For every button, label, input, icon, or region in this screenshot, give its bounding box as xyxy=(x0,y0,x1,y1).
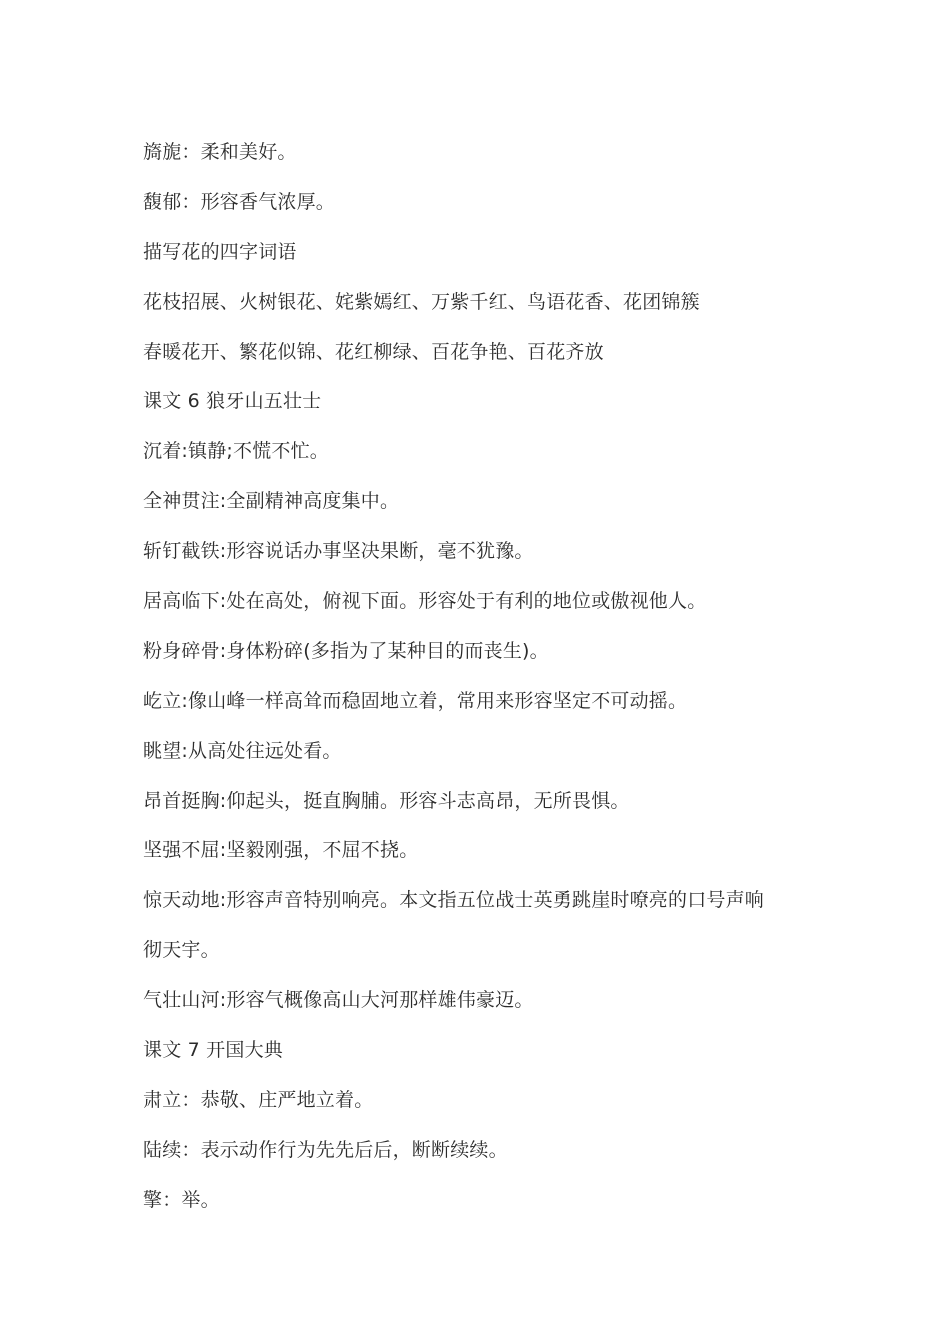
text-line: 气壮山河:形容气概像高山大河那样雄伟豪迈。 xyxy=(143,989,534,1012)
lesson-heading: 课文 6 狼牙山五壮士 xyxy=(143,390,322,413)
text-line: 彻天宇。 xyxy=(143,939,220,962)
text-line: 昂首挺胸:仰起头，挺直胸脯。形容斗志高昂，无所畏惧。 xyxy=(143,789,630,812)
text-line: 擎：举。 xyxy=(143,1188,220,1211)
text-body xyxy=(143,132,823,1230)
text-line: 全神贯注:全副精神高度集中。 xyxy=(143,490,400,513)
lesson-heading: 课文 7 开国大典 xyxy=(143,1039,283,1062)
text-line: 旖旎：柔和美好。 xyxy=(143,141,297,163)
text-line: 居高临下:处在高处，俯视下面。形容处于有利的地位或傲视他人。 xyxy=(143,590,707,613)
text-line: 馥郁：形容香气浓厚。 xyxy=(143,190,336,213)
text-line: 陆续：表示动作行为先先后后，断断续续。 xyxy=(143,1138,508,1161)
text-line: 春暖花开、繁花似锦、花红柳绿、百花争艳、百花齐放 xyxy=(143,340,604,363)
text-line: 屹立:像山峰一样高耸而稳固地立着，常用来形容坚定不可动摇。 xyxy=(143,689,688,712)
text-line: 肃立：恭敬、庄严地立着。 xyxy=(143,1088,374,1111)
text-line: 眺望:从高处往远处看。 xyxy=(143,739,342,762)
text-line: 斩钉截铁:形容说话办事坚决果断，毫不犹豫。 xyxy=(143,540,534,563)
section-heading: 描写花的四字词语 xyxy=(143,240,297,263)
text-line: 坚强不屈:坚毅刚强，不屈不挠。 xyxy=(143,839,419,862)
text-line: 粉身碎骨:身体粉碎(多指为了某种目的而丧生)。 xyxy=(143,639,549,662)
text-line: 惊天动地:形容声音特别响亮。本文指五位战士英勇跳崖时嘹亮的口号声响 xyxy=(143,889,765,912)
text-line: 沉着:镇静;不慌不忙。 xyxy=(143,440,330,463)
text-line: 花枝招展、火树银花、姹紫嫣红、万紫千红、鸟语花香、花团锦簇 xyxy=(143,290,700,313)
